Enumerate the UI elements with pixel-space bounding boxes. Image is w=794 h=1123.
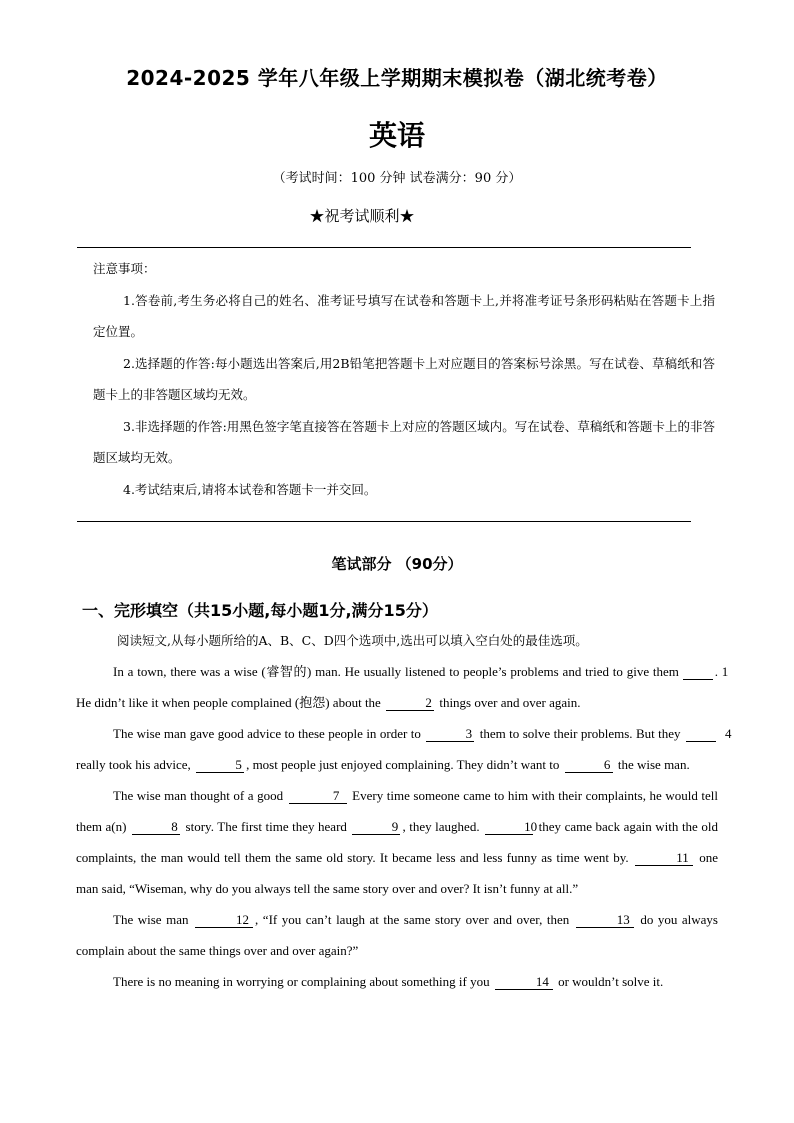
exam-info: （考试时间：100 分钟 试卷满分：90 分） — [272, 171, 522, 186]
passage-paragraph-5: There is no meaning in worrying or complaining about something if you 14 or wouldn’t solve it. — [113, 974, 664, 989]
blank-3: 3 — [426, 727, 474, 742]
blank-4: 4 — [686, 727, 716, 742]
cloze-passage — [76, 656, 732, 997]
part-instruction: 阅读短文,从每小题所给的A、B、C、D四个选项中,选出可以填入空白处的最佳选项。 — [117, 633, 588, 648]
notice-heading: 注意事项： — [93, 261, 156, 276]
part-title: 一、完形填空（共15小题,每小题1分,满分15分） — [82, 601, 438, 620]
notice-item-3: 3.非选择题的作答:用黑色签字笔直接答在答题卡上对应的答题区域内。写在试卷、草稿纸和答题卡上的非答题区域均无效。 — [93, 418, 715, 465]
blank-11: 11 — [635, 851, 693, 866]
passage-paragraph-2: The wise man gave good advice to these people in order to 3 them to solve their problems. But they 4 really took his advice, 5 , most people just enjoyed complaining. They didn’t want to 6 the wise man. — [76, 726, 732, 772]
passage-paragraph-4: The wise man 12 , “If you can’t laugh at the same story over and over, then 13 do you always complain about the same things over and over again?” — [76, 912, 718, 958]
top-divider — [77, 247, 691, 248]
bottom-divider — [77, 521, 691, 522]
exam-title: 2024-2025 学年八年级上学期期末模拟卷（湖北统考卷） — [126, 66, 668, 90]
blank-12: 12 — [195, 913, 253, 928]
blank-14: 14 — [495, 975, 553, 990]
blank-7: 7 — [289, 789, 347, 804]
blank-13: 13 — [576, 913, 634, 928]
blank-2: 2 — [386, 696, 434, 711]
blank-9: 9 — [352, 820, 400, 835]
notice-item-2: 2.选择题的作答:每小题选出答案后,用2B铅笔把答题卡上对应题目的答案标号涂黑。写在试卷、草稿纸和答题卡上的非答题区域均无效。 — [93, 355, 715, 402]
notice-item-4: 4.考试结束后,请将本试卷和答题卡一并交回。 — [123, 481, 377, 497]
blank-6: 6 — [565, 758, 613, 773]
notice-item-1: 1.答卷前,考生务必将自己的姓名、准考证号填写在试卷和答题卡上,并将准考证号条形码粘贴在答题卡上指定位置。 — [93, 292, 715, 339]
blank-10: 10 — [485, 820, 533, 835]
notice-block — [93, 253, 715, 505]
good-luck-line: ★祝考试顺利★ — [309, 207, 415, 225]
subject-heading: 英语 — [368, 119, 425, 152]
passage-paragraph-3: The wise man thought of a good 7 Every time someone came to him with their complaints, he would tell them a(n) 8 story. The first time they heard 9 , they laughed. 10 they came back again with the old complaints, the man would tell them the same old story. It became less and less funny as time went by. 11 one man said, “Wiseman, why do you always tell the same story over and over? It isn’t funny at all.” — [76, 788, 718, 896]
section-title: 笔试部分 （90分） — [331, 555, 463, 573]
passage-paragraph-1: In a town, there was a wise (睿智的) man. He usually listened to people’s problems and tried to give them 1. He didn’t like it when people complained (抱怨) about the 2 things over and over again. — [76, 664, 729, 710]
blank-8: 8 — [132, 820, 180, 835]
blank-1: 1 — [683, 665, 713, 680]
blank-5: 5 — [196, 758, 244, 773]
